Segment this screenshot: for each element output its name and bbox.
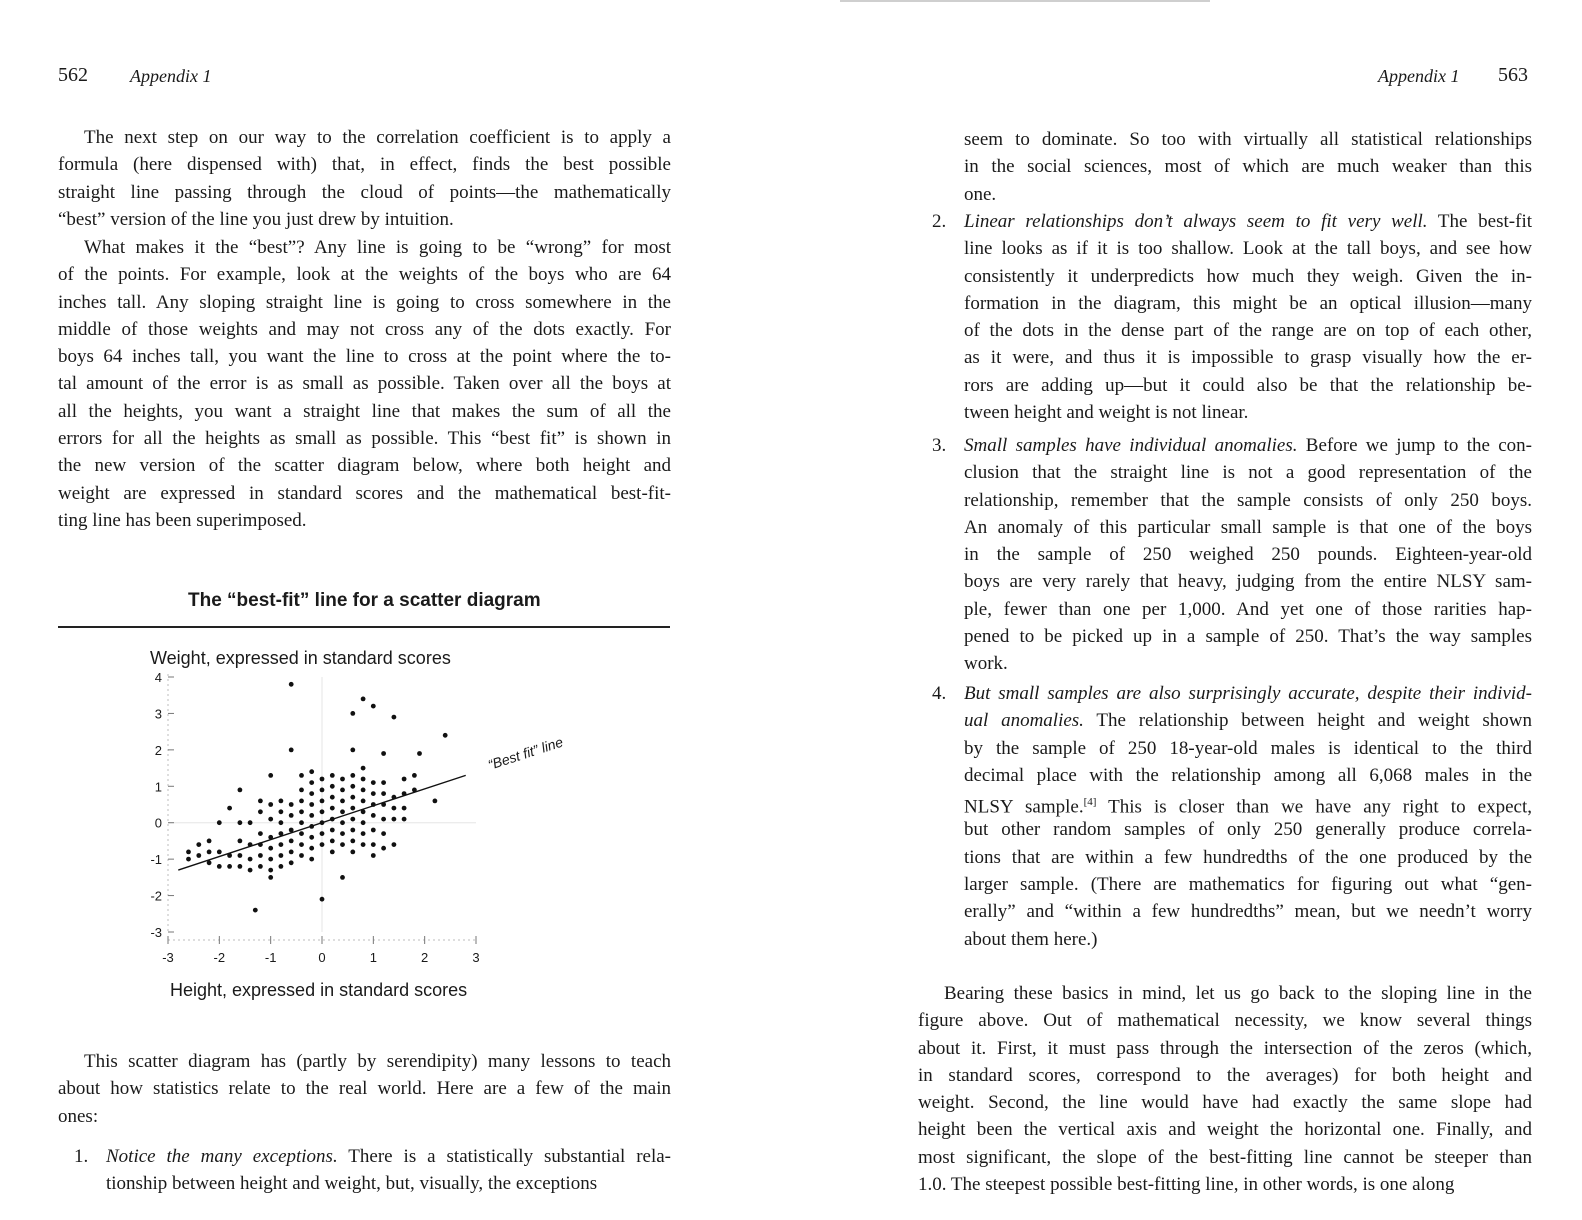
data-point xyxy=(248,868,253,873)
data-point xyxy=(350,795,355,800)
text-line: one. xyxy=(964,183,997,205)
data-point xyxy=(248,857,253,862)
data-point xyxy=(238,853,243,858)
data-point xyxy=(309,802,314,807)
text-line xyxy=(964,762,1532,789)
data-point xyxy=(289,682,294,687)
text-line xyxy=(964,208,1532,235)
text-line: figure above. Out of mathematical necessity, we know several things xyxy=(918,1010,1532,1032)
y-axis-label: Weight, expressed in standard scores xyxy=(150,648,451,668)
text-line xyxy=(964,514,1532,541)
data-point xyxy=(268,846,273,851)
data-point xyxy=(350,817,355,822)
item-text: tween height and weight is not linear. xyxy=(964,402,1249,424)
data-point xyxy=(268,875,273,880)
item-lead: ual anomalies. xyxy=(964,710,1084,732)
data-point xyxy=(371,780,376,785)
text-line: ting line has been superimposed. xyxy=(58,509,307,531)
data-point xyxy=(279,809,284,814)
data-point xyxy=(320,842,325,847)
data-point xyxy=(340,788,345,793)
data-point xyxy=(227,806,232,811)
list-number: 1. xyxy=(74,1146,89,1167)
y-tick-label: 1 xyxy=(154,779,162,795)
data-point xyxy=(340,875,345,880)
text-line: boys 64 inches tall, you want the line to cross at the point where the to- xyxy=(58,346,671,368)
data-point xyxy=(392,842,397,847)
data-point xyxy=(279,842,284,847)
item-text: clusion that the straight line is not a good representation of the xyxy=(964,462,1532,484)
data-point xyxy=(217,820,222,825)
list-number: 2. xyxy=(932,211,947,232)
paragraph-bearing xyxy=(918,980,1532,1198)
list-item-3 xyxy=(932,432,1532,678)
data-point xyxy=(381,831,386,836)
text-line: about it. First, it must pass through the intersection of the zeros (which, xyxy=(918,1037,1532,1059)
data-point xyxy=(340,820,345,825)
x-tick-label: -3 xyxy=(162,950,174,965)
data-point xyxy=(248,820,253,825)
data-point xyxy=(299,799,304,804)
item-text: by the sample of 250 18-year-old males is identical to the third xyxy=(964,737,1532,759)
data-point xyxy=(279,864,284,869)
chart-grid xyxy=(168,677,476,932)
text-line xyxy=(964,487,1532,514)
paragraph-best xyxy=(58,234,671,534)
data-point xyxy=(309,857,314,862)
data-point xyxy=(350,828,355,833)
right-page xyxy=(790,0,1582,1220)
item-text: The best-fit xyxy=(1427,211,1533,232)
data-point xyxy=(371,828,376,833)
data-point xyxy=(238,820,243,825)
text-line: The next step on our way to the correlation coefficient is to apply a xyxy=(84,127,671,148)
data-point xyxy=(196,853,201,858)
data-point xyxy=(361,799,366,804)
item-text: relationship, remember that the sample consists of only 250 boys. xyxy=(964,489,1532,511)
x-tick-label: -1 xyxy=(264,950,277,965)
text-line: inches tall. Any sloping straight line is going to cross somewhere in the xyxy=(58,291,671,313)
item-text: consistently it underpredicts how much they weigh. Given the in- xyxy=(964,265,1532,287)
data-point xyxy=(309,769,314,774)
chart-axes xyxy=(150,670,479,965)
data-point xyxy=(320,777,325,782)
data-point xyxy=(227,864,232,869)
text-line xyxy=(964,926,1532,953)
item-text: as it were, and thus it is impossible to grasp visually how the er- xyxy=(964,347,1532,369)
data-point xyxy=(309,813,314,818)
data-point xyxy=(309,780,314,785)
data-point xyxy=(330,839,335,844)
data-point xyxy=(279,853,284,858)
list-item-4 xyxy=(932,680,1532,953)
text-line: about how statistics relate to the real world. Here are a few of the main xyxy=(58,1078,671,1100)
item-text: line looks as if it is too shallow. Look at the tall boys, and see how xyxy=(964,238,1532,260)
y-tick-label: 4 xyxy=(154,670,162,685)
data-point xyxy=(279,799,284,804)
text-line xyxy=(964,541,1532,568)
data-point xyxy=(217,850,222,855)
right-running-head: Appendix 1 xyxy=(1378,66,1460,86)
text-line: “best” version of the line you just drew by intuition. xyxy=(58,208,454,230)
text-line xyxy=(106,1170,671,1197)
data-point xyxy=(371,704,376,709)
text-line: weight are expressed in standard scores and the mathematical best-fit- xyxy=(58,482,671,504)
data-point xyxy=(289,802,294,807)
best-fit-line-label: “Best fit” line xyxy=(485,733,565,773)
figure-title: The “best-fit” line for a scatter diagram xyxy=(188,590,541,611)
item-text: about them here.) xyxy=(964,928,1098,950)
data-point xyxy=(381,780,386,785)
data-point xyxy=(253,908,258,913)
x-axis-label: Height, expressed in standard scores xyxy=(170,980,468,1000)
text-line xyxy=(964,432,1532,459)
left-page xyxy=(0,0,790,1220)
data-point xyxy=(350,748,355,753)
text-line xyxy=(964,372,1532,399)
text-line: seem to dominate. So too with virtually all statistical relationships xyxy=(964,129,1532,150)
left-page-number: 562 xyxy=(58,64,88,86)
x-tick-label: 1 xyxy=(369,950,377,965)
data-point xyxy=(350,711,355,716)
text-line xyxy=(964,235,1532,262)
data-point xyxy=(279,820,284,825)
chart-points xyxy=(186,682,448,913)
data-point xyxy=(330,784,335,789)
data-point xyxy=(402,777,407,782)
data-point xyxy=(443,733,448,738)
data-point xyxy=(299,831,304,836)
data-point xyxy=(299,773,304,778)
data-point xyxy=(207,839,212,844)
list-number: 3. xyxy=(932,435,947,456)
data-point xyxy=(350,806,355,811)
data-point xyxy=(381,817,386,822)
data-point xyxy=(350,784,355,789)
y-tick-label: -3 xyxy=(150,925,162,940)
data-point xyxy=(217,864,222,869)
data-point xyxy=(361,820,366,825)
data-point xyxy=(268,817,273,822)
text-line: What makes it the “best”? Any line is going to be “wrong” for most xyxy=(84,237,671,258)
data-point xyxy=(340,831,345,836)
y-tick-label: 2 xyxy=(154,742,162,758)
data-point xyxy=(196,842,201,847)
text-line xyxy=(964,735,1532,762)
item-text: There is a statistically substantial rela- xyxy=(337,1146,672,1167)
item-text: NLSY sample. xyxy=(964,796,1084,818)
x-tick-label: 3 xyxy=(472,950,480,965)
data-point xyxy=(289,850,294,855)
data-point xyxy=(299,809,304,814)
data-point xyxy=(340,799,345,804)
text-line xyxy=(964,263,1532,290)
data-point xyxy=(392,715,397,720)
data-point xyxy=(299,788,304,793)
data-point xyxy=(238,788,243,793)
data-point xyxy=(320,788,325,793)
list-item-1 xyxy=(74,1143,672,1198)
item-lead: Notice the many exceptions. xyxy=(106,1146,338,1167)
data-point xyxy=(258,831,263,836)
text-line xyxy=(106,1143,671,1170)
text-line: the new version of the scatter diagram below, where both height and xyxy=(58,455,671,477)
data-point xyxy=(268,773,273,778)
text-line xyxy=(964,596,1532,623)
text-line xyxy=(964,623,1532,650)
data-point xyxy=(340,777,345,782)
data-point xyxy=(238,839,243,844)
text-line: ones: xyxy=(58,1105,99,1127)
list-item-2 xyxy=(932,208,1533,426)
figure-rule xyxy=(58,626,670,628)
data-point xyxy=(330,773,335,778)
data-point xyxy=(371,813,376,818)
text-line xyxy=(964,680,1532,707)
data-point xyxy=(361,842,366,847)
y-tick-label: -1 xyxy=(150,852,162,868)
data-point xyxy=(330,850,335,855)
data-point xyxy=(238,864,243,869)
item-text: Before we jump to the con- xyxy=(1297,435,1532,456)
data-point xyxy=(361,697,366,702)
text-line: weight. Second, the line would have had exactly the same slope had xyxy=(918,1092,1532,1114)
text-line: most significant, the slope of the best-fitting line cannot be steeper than xyxy=(918,1146,1532,1168)
data-point xyxy=(299,842,304,847)
data-point xyxy=(289,860,294,865)
text-line xyxy=(964,459,1532,486)
y-tick-label: 3 xyxy=(154,706,162,722)
left-running-head: Appendix 1 xyxy=(130,66,212,86)
text-line xyxy=(964,789,1532,816)
text-line xyxy=(964,871,1532,898)
item-text: formation in the diagram, this might be an optical illusion—many xyxy=(964,292,1532,314)
data-point xyxy=(371,791,376,796)
data-point xyxy=(381,791,386,796)
paragraph-lessons xyxy=(58,1048,671,1130)
data-point xyxy=(289,813,294,818)
item-text: decimal place with the relationship among all 6,068 males in the xyxy=(964,764,1532,786)
data-point xyxy=(258,809,263,814)
text-line: in the social sciences, most of which are much weaker than this xyxy=(964,156,1532,178)
y-tick-label: 0 xyxy=(154,815,162,831)
data-point xyxy=(320,809,325,814)
text-line xyxy=(964,568,1532,595)
list-number: 4. xyxy=(932,683,947,704)
data-point xyxy=(320,897,325,902)
item-text: but other random samples of only 250 generally produce correla- xyxy=(964,819,1532,841)
item-text: in the sample of 250 weighed 250 pounds. Eighteen-year-old xyxy=(964,544,1532,566)
data-point xyxy=(371,853,376,858)
item-text: erally” and “within a few hundredths” mean, but we needn’t worry xyxy=(964,901,1532,923)
data-point xyxy=(207,850,212,855)
text-line xyxy=(964,344,1532,371)
data-point xyxy=(309,846,314,851)
item-text: tions that are within a few hundredths of the one produced by the xyxy=(964,846,1532,868)
data-point xyxy=(361,777,366,782)
data-point xyxy=(309,791,314,796)
data-point xyxy=(289,839,294,844)
item-text: This is closer than we have any right to expect, xyxy=(1096,796,1532,818)
data-point xyxy=(340,809,345,814)
item-lead: Small samples have individual anomalies. xyxy=(964,435,1298,456)
list-item-1-continued xyxy=(964,126,1532,208)
data-point xyxy=(350,839,355,844)
data-point xyxy=(330,828,335,833)
data-point xyxy=(186,850,191,855)
text-line: This scatter diagram has (partly by serendipity) many lessons to teach xyxy=(84,1051,671,1072)
text-line: all the heights, you want a straight line that makes the sum of all the xyxy=(58,400,671,422)
text-line xyxy=(964,290,1532,317)
right-page-number: 563 xyxy=(1498,64,1528,86)
item-text: larger sample. (There are mathematics for figuring out what “gen- xyxy=(964,874,1532,896)
data-point xyxy=(289,748,294,753)
data-point xyxy=(350,850,355,855)
item-text: work. xyxy=(964,653,1008,675)
data-point xyxy=(433,799,438,804)
text-line xyxy=(964,399,1532,426)
footnote-ref: [4] xyxy=(1083,796,1097,809)
data-point xyxy=(330,806,335,811)
data-point xyxy=(417,751,422,756)
text-line: of the points. For example, look at the weights of the boys who are 64 xyxy=(58,264,671,286)
data-point xyxy=(299,820,304,825)
data-point xyxy=(268,857,273,862)
y-tick-label: -2 xyxy=(150,888,162,904)
text-line: 1.0. The steepest possible best-fitting line, in other words, is one along xyxy=(918,1174,1455,1196)
data-point xyxy=(392,806,397,811)
data-point xyxy=(361,766,366,771)
data-point xyxy=(371,842,376,847)
item-text: of the dots in the dense part of the range are on top of each other, xyxy=(964,320,1532,342)
data-point xyxy=(258,853,263,858)
data-point xyxy=(268,868,273,873)
data-point xyxy=(381,846,386,851)
data-point xyxy=(320,799,325,804)
scatter-chart xyxy=(130,640,610,1010)
data-point xyxy=(381,751,386,756)
x-tick-label: -2 xyxy=(213,950,226,965)
text-line xyxy=(964,650,1532,677)
text-line xyxy=(964,317,1532,344)
data-point xyxy=(402,817,407,822)
data-point xyxy=(412,773,417,778)
item-lead: But small samples are also surprisingly accurate, despite their individ- xyxy=(964,683,1532,704)
x-tick-label: 2 xyxy=(421,950,429,965)
data-point xyxy=(392,817,397,822)
data-point xyxy=(299,853,304,858)
text-line: height been the vertical axis and weight the horizontal one. Finally, and xyxy=(918,1119,1532,1141)
data-point xyxy=(268,802,273,807)
paragraph-intro xyxy=(58,124,671,233)
text-line: Bearing these basics in mind, let us go back to the sloping line in the xyxy=(944,983,1532,1004)
text-line: tal amount of the error is as small as possible. Taken over all the boys at xyxy=(58,373,671,395)
text-line: straight line passing through the cloud of points—the mathematically xyxy=(58,181,671,203)
text-line: formula (here dispensed with) that, in effect, finds the best possible xyxy=(58,154,671,176)
item-text: boys are very rarely that heavy, judging from the entire NLSY sam- xyxy=(964,571,1532,593)
text-line: middle of those weights and may not cross any of the dots exactly. For xyxy=(58,318,671,340)
data-point xyxy=(186,857,191,862)
text-line xyxy=(964,707,1532,734)
text-line xyxy=(964,816,1532,843)
item-text: tionship between height and weight, but, visually, the exceptions xyxy=(106,1173,598,1195)
item-text: pened to be picked up in a sample of 250. That’s the way samples xyxy=(964,626,1532,648)
data-point xyxy=(361,831,366,836)
item-text: An anomaly of this particular small sample is that one of the boys xyxy=(964,516,1532,538)
data-point xyxy=(350,773,355,778)
text-line: in standard scores, correspond to the averages) for both height and xyxy=(918,1064,1532,1086)
text-line xyxy=(964,898,1532,925)
data-point xyxy=(320,831,325,836)
item-lead: Linear relationships don’t always seem to fit very well. xyxy=(964,211,1428,232)
item-text: The relationship between height and weight shown xyxy=(1083,710,1532,732)
data-point xyxy=(330,795,335,800)
data-point xyxy=(258,799,263,804)
data-point xyxy=(340,842,345,847)
item-text: rors are adding up—but it could also be that the relationship be- xyxy=(964,374,1532,396)
data-point xyxy=(258,864,263,869)
data-point xyxy=(361,788,366,793)
text-line: errors for all the heights as small as possible. This “best fit” is shown in xyxy=(58,428,671,450)
text-line xyxy=(964,844,1532,871)
data-point xyxy=(402,806,407,811)
data-point xyxy=(309,835,314,840)
item-text: ple, fewer than one per 1,000. And yet one of those rarities hap- xyxy=(964,598,1532,620)
x-tick-label: 0 xyxy=(318,950,326,965)
